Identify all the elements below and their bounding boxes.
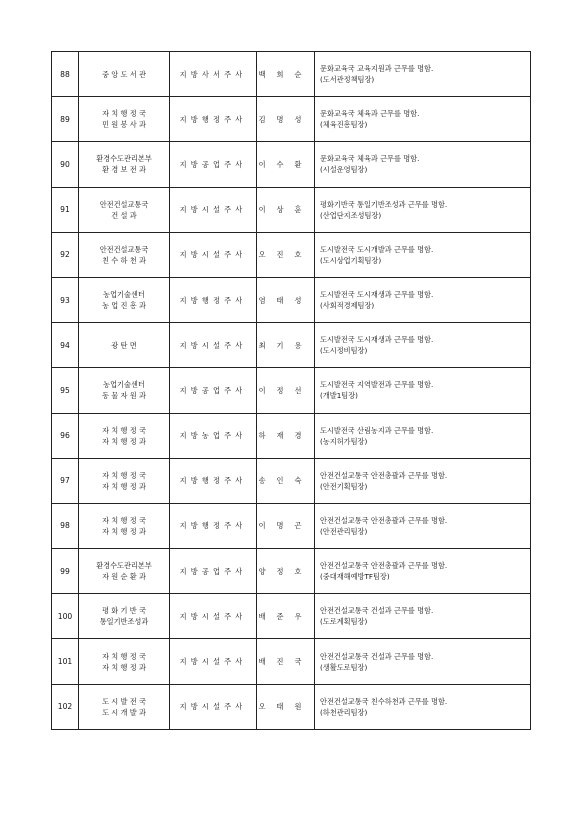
department-line: 자 치 행 정 과 xyxy=(102,662,146,672)
name-text: 양정호 xyxy=(258,566,313,576)
rank-title xyxy=(170,413,257,458)
department-line: 환경수도관리본부 xyxy=(96,561,152,571)
row-number: 88 xyxy=(52,52,79,97)
rank-text: 지방행정주사 xyxy=(179,295,247,305)
rank-title xyxy=(170,549,257,594)
row-number: 95 xyxy=(52,368,79,413)
rank-text: 지방행정주사 xyxy=(179,521,247,531)
rank-title xyxy=(170,187,257,232)
table-row xyxy=(52,232,531,277)
personnel-table xyxy=(51,51,531,730)
table-row xyxy=(52,503,531,548)
person-name xyxy=(257,323,315,368)
row-number: 100 xyxy=(52,594,79,639)
department-line: 민 원 봉 사 과 xyxy=(102,120,146,130)
assignment-text: 안전건설교통국 건설과 근무를 명함. xyxy=(320,606,434,616)
rank-text: 지방공업주사 xyxy=(179,385,247,395)
new-assignment xyxy=(315,413,531,458)
rank-text: 지방시설주사 xyxy=(179,340,247,350)
rank-title xyxy=(170,232,257,277)
row-number: 96 xyxy=(52,413,79,458)
team-title: (중대재해예방TF팀장) xyxy=(320,572,390,582)
person-name xyxy=(257,52,315,97)
department-line: 자 치 행 정 과 xyxy=(102,436,146,446)
previous-department xyxy=(79,368,170,413)
department-line: 동 물 자 원 과 xyxy=(102,391,146,401)
name-text: 이정선 xyxy=(258,385,313,395)
department-line: 통일기반조성과 xyxy=(99,617,149,627)
department-line: 도 시 발 전 국 xyxy=(102,696,146,706)
assignment-text: 안전건설교통국 친수하천과 근무를 명함. xyxy=(320,696,448,706)
department-line: 자 치 행 정 과 xyxy=(102,481,146,491)
assignment-text: 평화기반국 통일기반조성과 근무를 명함. xyxy=(320,199,448,209)
previous-department xyxy=(79,142,170,187)
name-text: 염태성 xyxy=(258,295,313,305)
name-text: 배진국 xyxy=(258,657,313,667)
assignment-text: 안전건설교통국 안전총괄과 근무를 명함. xyxy=(320,515,448,525)
rank-text: 지방농업주사 xyxy=(179,431,247,441)
person-name xyxy=(257,594,315,639)
team-title: (하천관리팀장) xyxy=(320,707,368,717)
row-number: 93 xyxy=(52,277,79,322)
person-name xyxy=(257,368,315,413)
assignment-text: 안전건설교통국 안전총괄과 근무를 명함. xyxy=(320,470,448,480)
new-assignment xyxy=(315,232,531,277)
previous-department xyxy=(79,232,170,277)
assignment-text: 문화교육국 체육과 근무를 명함. xyxy=(320,154,420,164)
row-number: 92 xyxy=(52,232,79,277)
rank-title xyxy=(170,277,257,322)
name-text: 이수환 xyxy=(258,159,313,169)
row-number: 101 xyxy=(52,639,79,684)
rank-title xyxy=(170,458,257,503)
previous-department xyxy=(79,503,170,548)
department-line: 농업기술센터 xyxy=(103,380,145,390)
new-assignment xyxy=(315,458,531,503)
team-title: (산업단지조성팀장) xyxy=(320,210,382,220)
previous-department xyxy=(79,277,170,322)
rank-title xyxy=(170,503,257,548)
previous-department xyxy=(79,323,170,368)
new-assignment xyxy=(315,187,531,232)
table-row xyxy=(52,323,531,368)
department-line: 자 치 행 정 과 xyxy=(102,526,146,536)
person-name xyxy=(257,503,315,548)
table-row xyxy=(52,277,531,322)
previous-department xyxy=(79,594,170,639)
assignment-text: 도시발전국 산림농지과 근무를 명함. xyxy=(320,425,434,435)
rank-title xyxy=(170,368,257,413)
department-line: 광 탄 면 xyxy=(111,340,137,350)
name-text: 김명성 xyxy=(258,114,313,124)
row-number: 91 xyxy=(52,187,79,232)
rank-title xyxy=(170,594,257,639)
person-name xyxy=(257,684,315,729)
table-row xyxy=(52,368,531,413)
department-line: 자 원 순 환 과 xyxy=(102,572,146,582)
rank-text: 지방시설주사 xyxy=(179,702,247,712)
new-assignment xyxy=(315,52,531,97)
team-title: (사회적경제팀장) xyxy=(320,301,375,311)
department-line: 농 업 진 흥 과 xyxy=(102,301,146,311)
row-number: 94 xyxy=(52,323,79,368)
new-assignment xyxy=(315,323,531,368)
rank-text: 지방행정주사 xyxy=(179,114,247,124)
department-line: 건 설 과 xyxy=(111,210,137,220)
name-text: 하재경 xyxy=(258,431,313,441)
new-assignment xyxy=(315,277,531,322)
rank-title xyxy=(170,323,257,368)
table-row xyxy=(52,52,531,97)
previous-department xyxy=(79,413,170,458)
previous-department xyxy=(79,458,170,503)
previous-department xyxy=(79,549,170,594)
rank-text: 지방공업주사 xyxy=(179,566,247,576)
team-title: (도시정비팀장) xyxy=(320,346,368,356)
team-title: (안전관리팀장) xyxy=(320,526,368,536)
team-title: (안전기획팀장) xyxy=(320,481,368,491)
assignment-text: 도시발전국 지역발전과 근무를 명함. xyxy=(320,380,434,390)
rank-text: 지방행정주사 xyxy=(179,476,247,486)
person-name xyxy=(257,413,315,458)
rank-text: 지방사서주사 xyxy=(179,69,247,79)
rank-title xyxy=(170,142,257,187)
team-title: (시설운영팀장) xyxy=(320,165,368,175)
name-text: 오태원 xyxy=(258,702,313,712)
department-line: 안전건설교통국 xyxy=(99,199,149,209)
personnel-table-container xyxy=(51,51,530,730)
name-text: 송인숙 xyxy=(258,476,313,486)
name-text: 백희순 xyxy=(258,69,313,79)
assignment-text: 도시발전국 도시재생과 근무를 명함. xyxy=(320,290,434,300)
department-line: 농업기술센터 xyxy=(103,290,145,300)
department-line: 안전건설교통국 xyxy=(99,244,149,254)
previous-department xyxy=(79,684,170,729)
rank-title xyxy=(170,684,257,729)
assignment-text: 문화교육국 교육지원과 근무를 명함. xyxy=(320,64,434,74)
table-body xyxy=(52,52,531,730)
person-name xyxy=(257,458,315,503)
assignment-text: 도시발전국 도시개발과 근무를 명함. xyxy=(320,244,434,254)
new-assignment xyxy=(315,503,531,548)
person-name xyxy=(257,639,315,684)
rank-title xyxy=(170,97,257,142)
new-assignment xyxy=(315,684,531,729)
new-assignment xyxy=(315,97,531,142)
table-row xyxy=(52,594,531,639)
name-text: 이명곤 xyxy=(258,521,313,531)
row-number: 102 xyxy=(52,684,79,729)
team-title: (도로계획팀장) xyxy=(320,617,368,627)
team-title: (체육진흥팀장) xyxy=(320,120,368,130)
new-assignment xyxy=(315,142,531,187)
row-number: 98 xyxy=(52,503,79,548)
rank-title xyxy=(170,639,257,684)
department-line: 환 경 보 전 과 xyxy=(102,165,146,175)
assignment-text: 문화교육국 체육과 근무를 명함. xyxy=(320,109,420,119)
row-number: 99 xyxy=(52,549,79,594)
rank-text: 지방시설주사 xyxy=(179,205,247,215)
table-row xyxy=(52,639,531,684)
new-assignment xyxy=(315,594,531,639)
row-number: 90 xyxy=(52,142,79,187)
department-line: 자 치 행 정 국 xyxy=(102,651,146,661)
previous-department xyxy=(79,52,170,97)
team-title: (생활도로팀장) xyxy=(320,662,368,672)
assignment-text: 안전건설교통국 건설과 근무를 명함. xyxy=(320,651,434,661)
department-line: 환경수도관리본부 xyxy=(96,154,152,164)
department-line: 자 치 행 정 국 xyxy=(102,515,146,525)
assignment-text: 도시발전국 도시재생과 근무를 명함. xyxy=(320,335,434,345)
rank-title xyxy=(170,52,257,97)
previous-department xyxy=(79,97,170,142)
department-line: 자 치 행 정 국 xyxy=(102,109,146,119)
person-name xyxy=(257,187,315,232)
name-text: 최기용 xyxy=(258,340,313,350)
rank-text: 지방시설주사 xyxy=(179,657,247,667)
table-row xyxy=(52,458,531,503)
rank-text: 지방시설주사 xyxy=(179,250,247,260)
table-row xyxy=(52,142,531,187)
person-name xyxy=(257,549,315,594)
assignment-text: 안전건설교통국 안전총괄과 근무를 명함. xyxy=(320,561,448,571)
table-row xyxy=(52,549,531,594)
name-text: 배준우 xyxy=(258,611,313,621)
new-assignment xyxy=(315,368,531,413)
team-title: (도시상업기획팀장) xyxy=(320,255,382,265)
person-name xyxy=(257,142,315,187)
department-line: 도 시 개 발 과 xyxy=(102,707,146,717)
previous-department xyxy=(79,639,170,684)
team-title: (개발1팀장) xyxy=(320,391,358,401)
table-row xyxy=(52,684,531,729)
person-name xyxy=(257,277,315,322)
team-title: (농지허가팀장) xyxy=(320,436,368,446)
new-assignment xyxy=(315,549,531,594)
new-assignment xyxy=(315,639,531,684)
rank-text: 지방시설주사 xyxy=(179,611,247,621)
row-number: 89 xyxy=(52,97,79,142)
department-line: 친 수 하 천 과 xyxy=(102,255,146,265)
rank-text: 지방공업주사 xyxy=(179,159,247,169)
name-text: 이상훈 xyxy=(258,205,313,215)
person-name xyxy=(257,97,315,142)
team-title: (도서관정책팀장) xyxy=(320,75,375,85)
department-line: 평 화 기 반 국 xyxy=(102,606,146,616)
department-line: 중 앙 도 서 관 xyxy=(102,69,146,79)
department-line: 자 치 행 정 국 xyxy=(102,425,146,435)
table-row xyxy=(52,97,531,142)
previous-department xyxy=(79,187,170,232)
table-row xyxy=(52,413,531,458)
name-text: 오진호 xyxy=(258,250,313,260)
person-name xyxy=(257,232,315,277)
department-line: 자 치 행 정 국 xyxy=(102,470,146,480)
row-number: 97 xyxy=(52,458,79,503)
table-row xyxy=(52,187,531,232)
